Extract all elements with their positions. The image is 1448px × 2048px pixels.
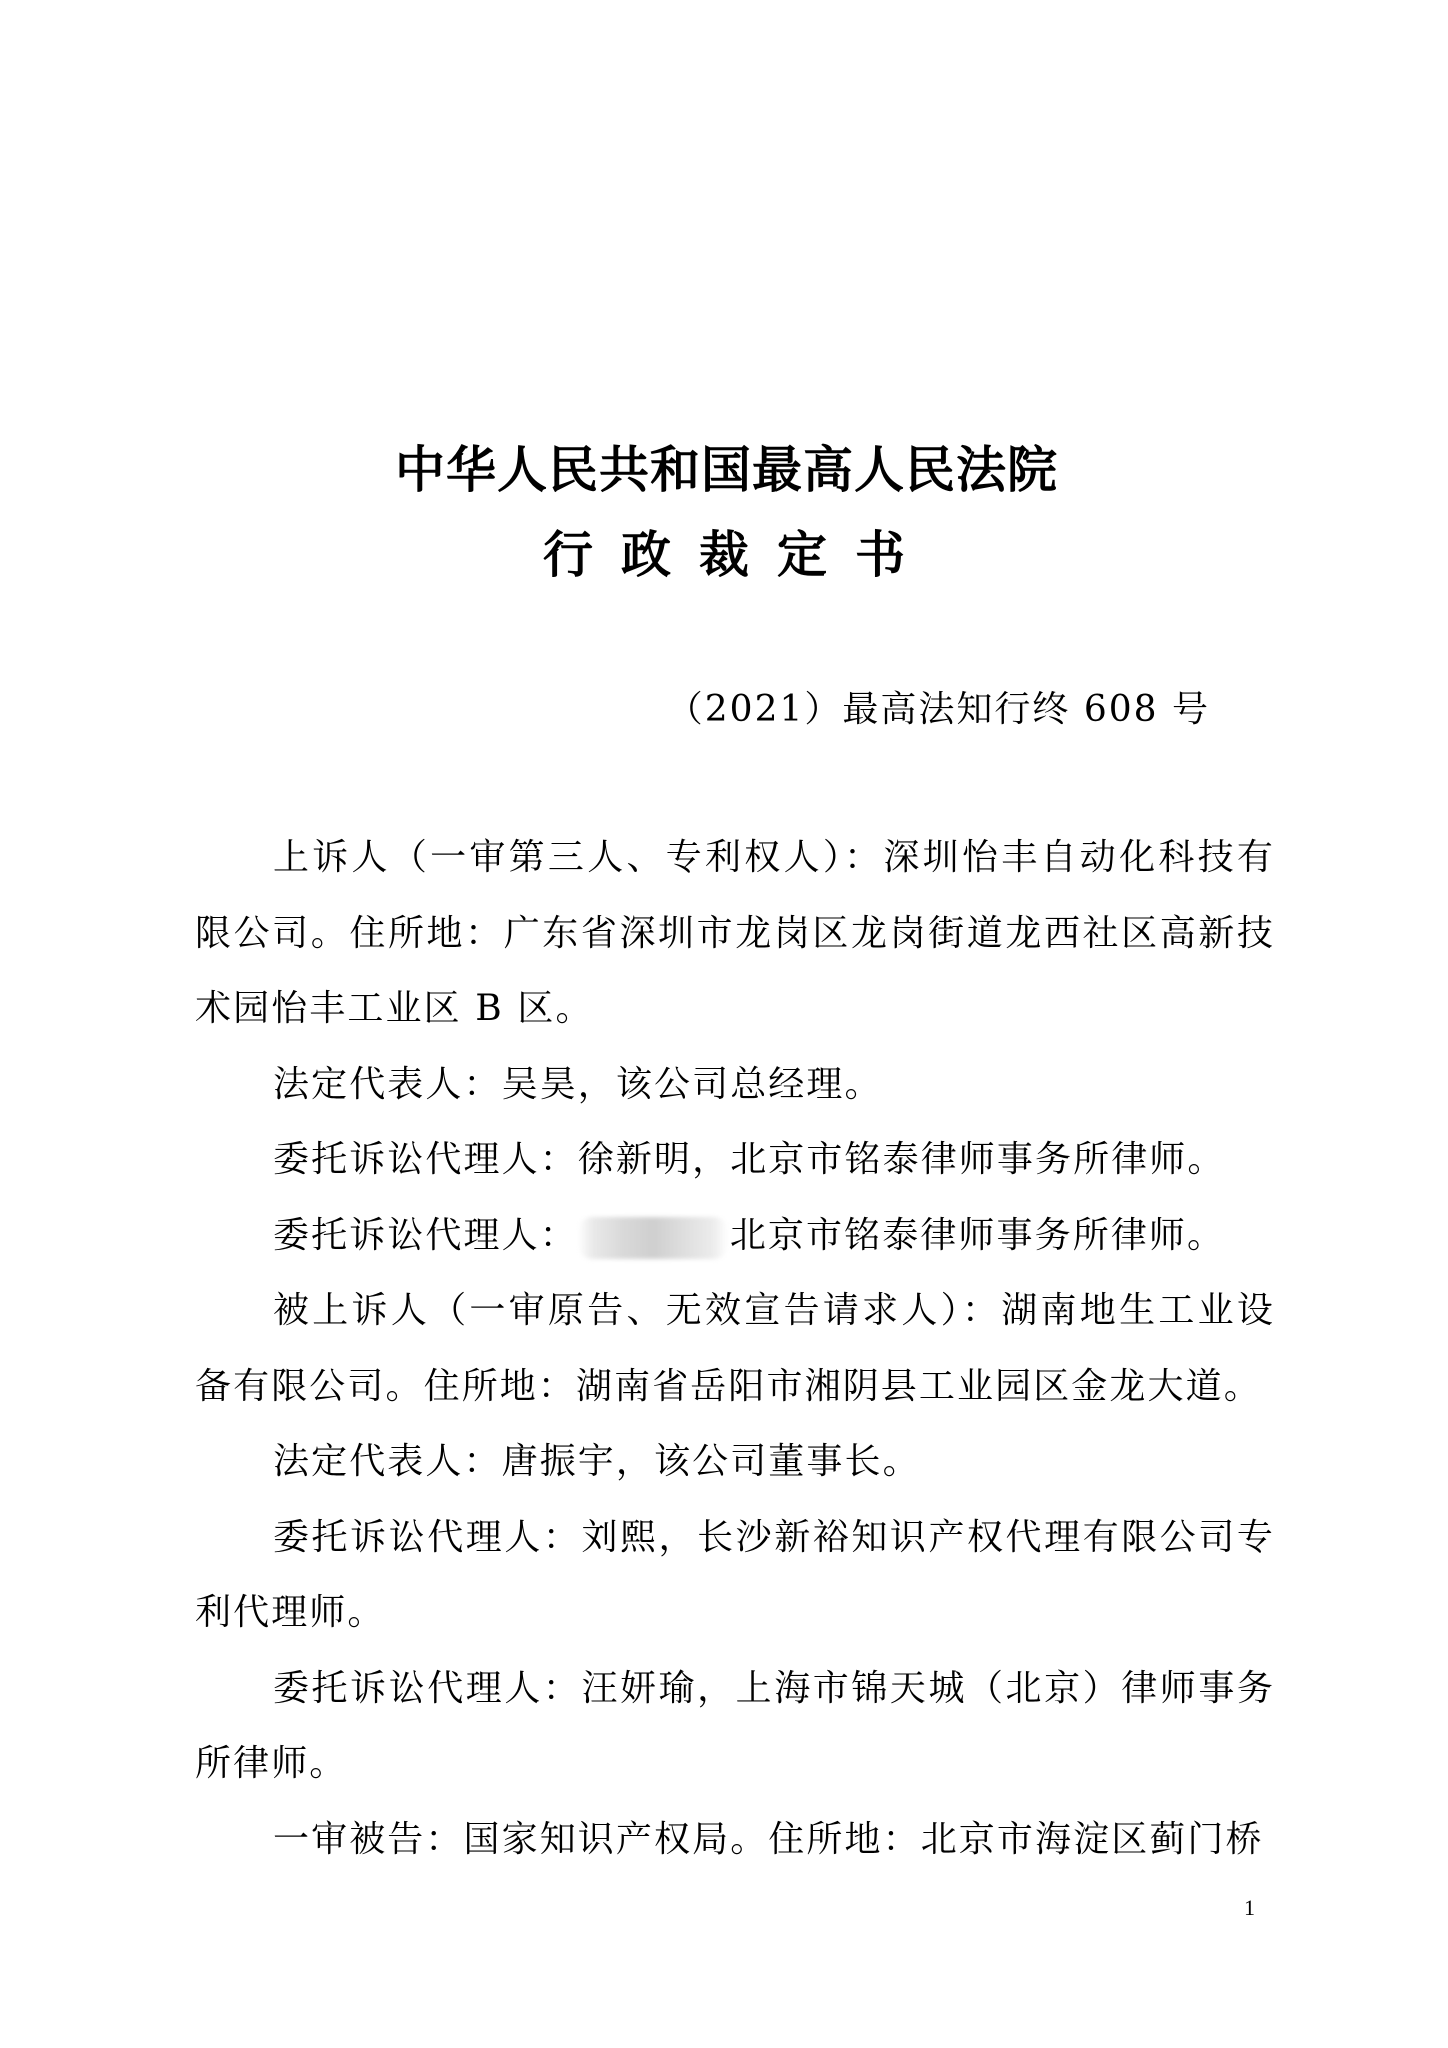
paragraph-appellant-agent-1: 委托诉讼代理人：徐新明，北京市铭泰律师事务所律师。 — [273, 1139, 1226, 1180]
document-body — [195, 820, 1275, 1877]
paragraph-appellee-agent-1: 委托诉讼代理人：刘熙，长沙新裕知识产权代理有限公司专利代理师。 — [195, 1516, 1275, 1633]
case-number: （2021）最高法知行终 608 号 — [666, 689, 1210, 730]
redacted-name-blur — [578, 1217, 728, 1259]
page-number: 1 — [1244, 1895, 1255, 1920]
paragraph-appellant-legal-rep: 法定代表人：吴昊，该公司总经理。 — [273, 1063, 883, 1105]
agent-label: 委托诉讼代理人： — [273, 1214, 578, 1256]
document-type-title: 行政裁定书 — [543, 526, 933, 584]
paragraph-appellee: 被上诉人（一审原告、无效宣告请求人）：湖南地生工业设备有限公司。住所地：湖南省岳阳市湘阴县工业园区金龙大道。 — [195, 1290, 1275, 1407]
agent-affiliation: 北京市铭泰律师事务所律师。 — [729, 1214, 1226, 1256]
paragraph-appellee-legal-rep: 法定代表人：唐振宇，该公司董事长。 — [273, 1441, 921, 1482]
paragraph-first-instance-defendant: 一审被告：国家知识产权局。住所地：北京市海淀区蓟门桥 — [273, 1818, 1264, 1860]
paragraph-appellee-agent-2: 委托诉讼代理人：汪妍瑜，上海市锦天城（北京）律师事务所律师。 — [195, 1667, 1275, 1784]
paragraph-appellant-agent-2 — [195, 1198, 1275, 1274]
court-name-title: 中华人民共和国最高人民法院 — [395, 441, 1058, 499]
paragraph-appellant: 上诉人（一审第三人、专利权人）：深圳怡丰自动化科技有限公司。住所地：广东省深圳市龙岗区龙岗街道龙西社区高新技术园怡丰工业区 B 区。 — [195, 837, 1275, 1029]
